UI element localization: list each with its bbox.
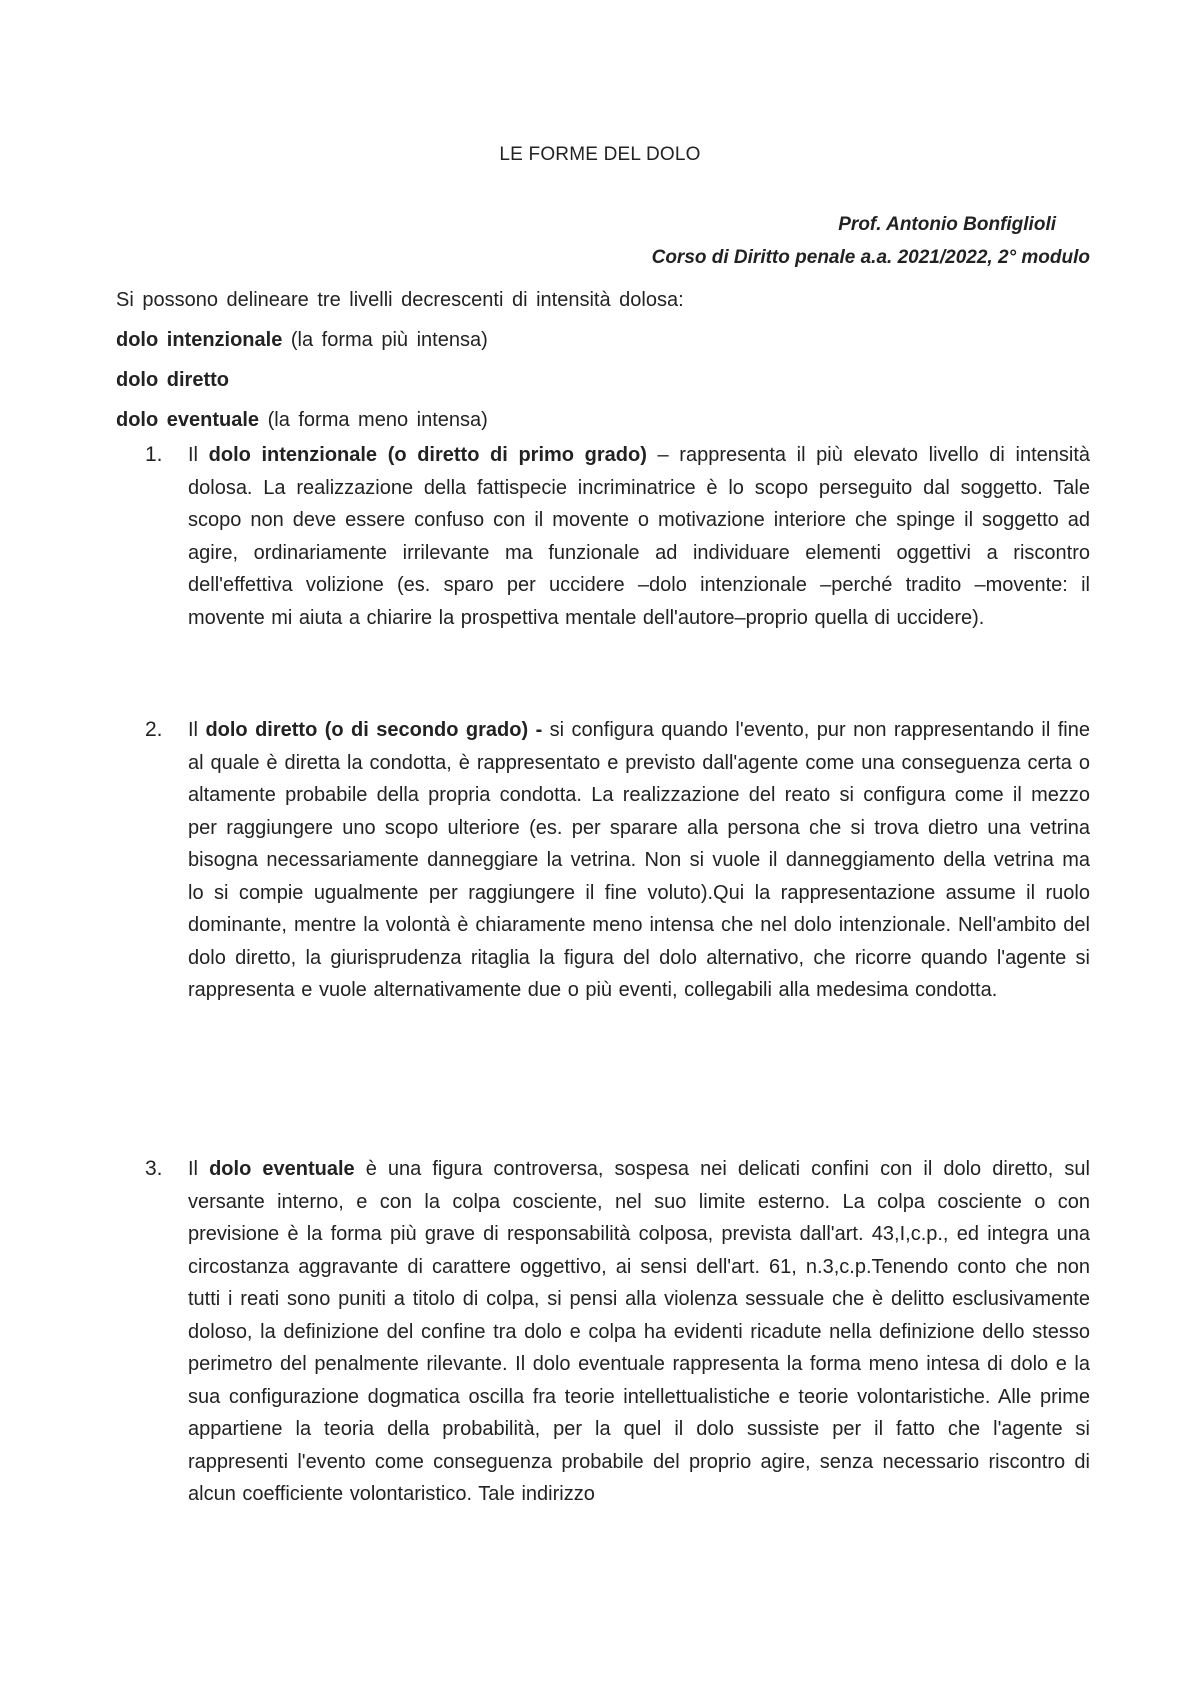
level-line (116, 400, 684, 440)
list-item-term: dolo intenzionale (o diretto di primo grado) (208, 444, 647, 466)
list-item-term: dolo eventuale (209, 1158, 355, 1180)
level-term: dolo eventuale (116, 409, 260, 431)
document-title: LE FORME DEL DOLO (499, 144, 701, 165)
list-item-body: si configura quando l'evento, pur non rappresentando il fine al quale è diretta la condotta, è rappresentato e previsto dall'agente come una conseguenza certa o altamente probabile della propria condotta. La realizzazione del reato si configura come il mezzo per raggiungere uno scopo ulteriore (es. per sparare alla persona che si trova dietro una vetrina bisogna necessariamente danneggiare la vetrina. Non si vuole il danneggiamento della vetrina ma lo si compie ugualmente per raggiungere il fine voluto).Qui la rappresentazione assume il ruolo dominante, mentre la volontà è chiaramente meno intensa che nel dolo intenzionale. Nell'ambito del dolo diretto, la giurisprudenza ritaglia la figura del dolo alternativo, che ricorre quando l'agente si rappresenta e vuole alternativamente due o più eventi, collegabili alla medesima condotta. (188, 719, 1090, 1001)
level-note: (la forma meno intensa) (259, 409, 488, 431)
list-item-text (188, 1153, 1090, 1511)
list-item-lead: Il (188, 444, 209, 466)
list-item-number: 2. (145, 718, 163, 741)
list-item-lead: Il (188, 1158, 210, 1180)
list-item-text (188, 439, 1090, 634)
author-block (652, 208, 1090, 274)
level-line (116, 320, 684, 360)
level-term: dolo diretto (116, 369, 229, 391)
intro-sentence: Si possono delineare tre livelli decrescenti di intensità dolosa: (116, 289, 684, 311)
list-item-number: 3. (145, 1157, 163, 1180)
author-name: Prof. Antonio Bonfiglioli (838, 214, 1056, 235)
level-note: (la forma più intensa) (282, 329, 488, 351)
course-name: Corso di Diritto penale a.a. 2021/2022, 2° modulo (651, 247, 1090, 268)
list-item-number: 1. (145, 443, 163, 466)
list-item-lead: Il (188, 719, 206, 741)
list-item-term: dolo diretto (o di secondo grado) - (205, 719, 543, 741)
level-term: dolo intenzionale (116, 329, 283, 351)
intro-section (116, 280, 684, 440)
level-line (116, 360, 684, 400)
list-item-text (188, 714, 1090, 1007)
list-item-body: è una figura controversa, sospesa nei delicati confini con il dolo diretto, sul versante interno, e con la colpa cosciente, nel suo limite esterno. La colpa cosciente o con previsione è la forma più grave di responsabilità colposa, prevista dall'art. 43,I,c.p., ed integra una circostanza aggravante di carattere oggettivo, ai sensi dell'art. 61, n.3,c.p.Tenendo conto che non tutti i reati sono puniti a titolo di colpa, si pensi alla violenza sessuale che è delitto esclusivamente doloso, la definizione del confine tra dolo e colpa ha evidenti ricadute nella definizione dello stesso perimetro del penalmente rilevante. Il dolo eventuale rappresenta la forma meno intesa di dolo e la sua configurazione dogmatica oscilla fra teorie intellettualistiche e teorie volontaristiche. Alle prime appartiene la teoria della probabilità, per la quel il dolo sussiste per il fatto che l'agente si rappresenti l'evento come conseguenza probabile del proprio agire, senza necessario riscontro di alcun coefficiente volontaristico. Tale indirizzo (188, 1158, 1090, 1505)
list-item-body: – rappresenta il più elevato livello di intensità dolosa. La realizzazione della fattispecie incriminatrice è lo scopo perseguito dal soggetto. Tale scopo non deve essere confuso con il movente o motivazione interiore che spinge il soggetto ad agire, ordinariamente irrilevante ma funzionale ad individuare elementi oggettivi a riscontro dell'effettiva volizione (es. sparo per uccidere –dolo intenzionale –perché tradito –movente: il movente mi aiuta a chiarire la prospettiva mentale dell'autore–proprio quella di uccidere). (188, 444, 1090, 629)
